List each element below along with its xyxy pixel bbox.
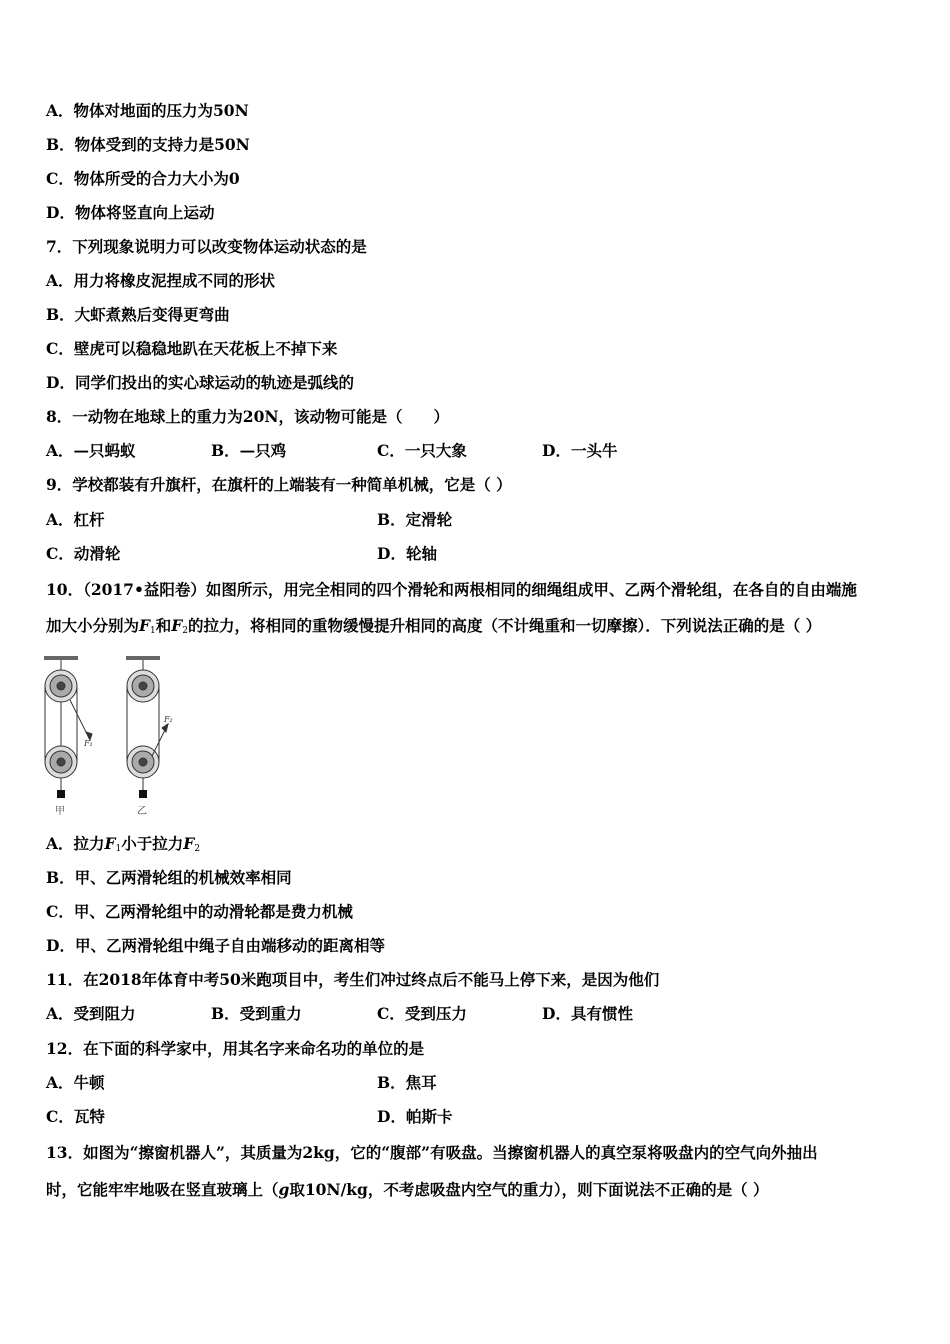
q13-stem-line1: 13．如图为“擦窗机器人”，其质量为2kg，它的“腹部”有吸盘。当擦窗机器人的真空泵将吸盘内的空气向外抽出 (46, 1143, 818, 1162)
q11-option-d: D．具有惯性 (542, 1004, 633, 1023)
q10-a-pre: A．拉力 (46, 834, 105, 853)
q6-option-d: D．物体将竖直向上运动 (46, 203, 215, 222)
q10-option-a (46, 834, 200, 859)
q12-option-d: D．帕斯卡 (377, 1107, 453, 1126)
q10-a-f2-sub: 2 (194, 844, 201, 854)
q13-stem-post: 取10N/kg，不考虑吸盘内空气的重力），则下面说法不正确的是（ ） (289, 1180, 769, 1199)
q10-f2-sub: 2 (182, 626, 189, 636)
q10-a-mid: 小于拉力 (121, 834, 184, 853)
q10-f1-sub: 1 (150, 626, 156, 636)
q9-stem: 9．学校都装有升旗杆，在旗杆的上端装有一种简单机械，它是（ ） (46, 475, 512, 494)
q10-option-d: D．甲、乙两滑轮组中绳子自由端移动的距离相等 (46, 936, 385, 955)
q10-f2: F (171, 616, 183, 635)
q6-option-c: C．物体所受的合力大小为0 (46, 169, 240, 188)
q12-option-c: C．瓦特 (46, 1107, 105, 1126)
q6-option-b: B．物体受到的支持力是50N (46, 135, 250, 154)
q7-option-b: B．大虾煮熟后变得更弯曲 (46, 305, 230, 324)
fig-f1-label: F₁ (84, 739, 93, 748)
q8-option-d: D．一头牛 (542, 441, 618, 460)
q9-option-a: A．杠杆 (46, 510, 105, 529)
q12-stem: 12．在下面的科学家中，用其名字来命名功的单位的是 (46, 1039, 425, 1058)
q11-option-a: A．受到阻力 (46, 1004, 136, 1023)
q9-option-c: C．动滑轮 (46, 544, 121, 563)
q13-stem-line2 (46, 1180, 768, 1200)
q13-g: g (278, 1180, 290, 1199)
q11-option-b: B．受到重力 (211, 1004, 302, 1023)
q8-option-c: C．一只大象 (377, 441, 467, 460)
q9-option-d: D．轮轴 (377, 544, 437, 563)
q7-option-a: A．用力将橡皮泥捏成不同的形状 (46, 271, 276, 290)
q10-option-b: B．甲、乙两滑轮组的机械效率相同 (46, 868, 292, 887)
q11-option-c: C．受到压力 (377, 1004, 467, 1023)
q11-stem: 11．在2018年体育中考50米跑项目中，考生们冲过终点后不能马上停下来，是因为他们 (46, 970, 660, 989)
q10-a-f2: F (183, 834, 195, 853)
q10-and: 和 (155, 616, 172, 635)
q9-option-b: B．定滑轮 (377, 510, 453, 529)
q10-stem-line1: 10．（2017•益阳卷）如图所示，用完全相同的四个滑轮和两根相同的细绳组成甲、乙两个滑轮组，在各自的自由端施 (46, 580, 857, 599)
q10-stem-line2 (46, 616, 821, 641)
pulley-figure (40, 652, 180, 822)
q10-stem-post: 的拉力，将相同的重物缓慢提升相同的高度（不计绳重和一切摩擦）．下列说法正确的是（ ） (188, 616, 822, 635)
q7-option-c: C．壁虎可以稳稳地趴在天花板上不掉下来 (46, 339, 338, 358)
q13-stem-pre: 时，它能牢牢地吸在竖直玻璃上（ (46, 1180, 279, 1199)
fig-f2-label: F₂ (164, 715, 173, 724)
q7-option-d: D．同学们投出的实心球运动的轨迹是弧线的 (46, 373, 354, 392)
fig-label-jia: 甲 (55, 806, 65, 817)
q8-option-b: B．—只鸡 (211, 441, 287, 460)
q10-a-f1: F (104, 834, 116, 853)
q8-option-a: A．—只蚂蚁 (46, 441, 136, 460)
q10-f1: F (139, 616, 151, 635)
q12-option-b: B．焦耳 (377, 1073, 437, 1092)
fig-label-yi: 乙 (137, 806, 147, 817)
q7-stem: 7．下列现象说明力可以改变物体运动状态的是 (46, 237, 367, 256)
q10-a-f1-sub: 1 (115, 844, 122, 854)
q6-option-a: A．物体对地面的压力为50N (46, 101, 249, 120)
q8-stem: 8．一动物在地球上的重力为20N，该动物可能是（ ） (46, 407, 450, 426)
q10-stem-pre: 加大小分别为 (46, 616, 140, 635)
q12-option-a: A．牛顿 (46, 1073, 105, 1092)
q10-option-c: C．甲、乙两滑轮组中的动滑轮都是费力机械 (46, 902, 353, 921)
